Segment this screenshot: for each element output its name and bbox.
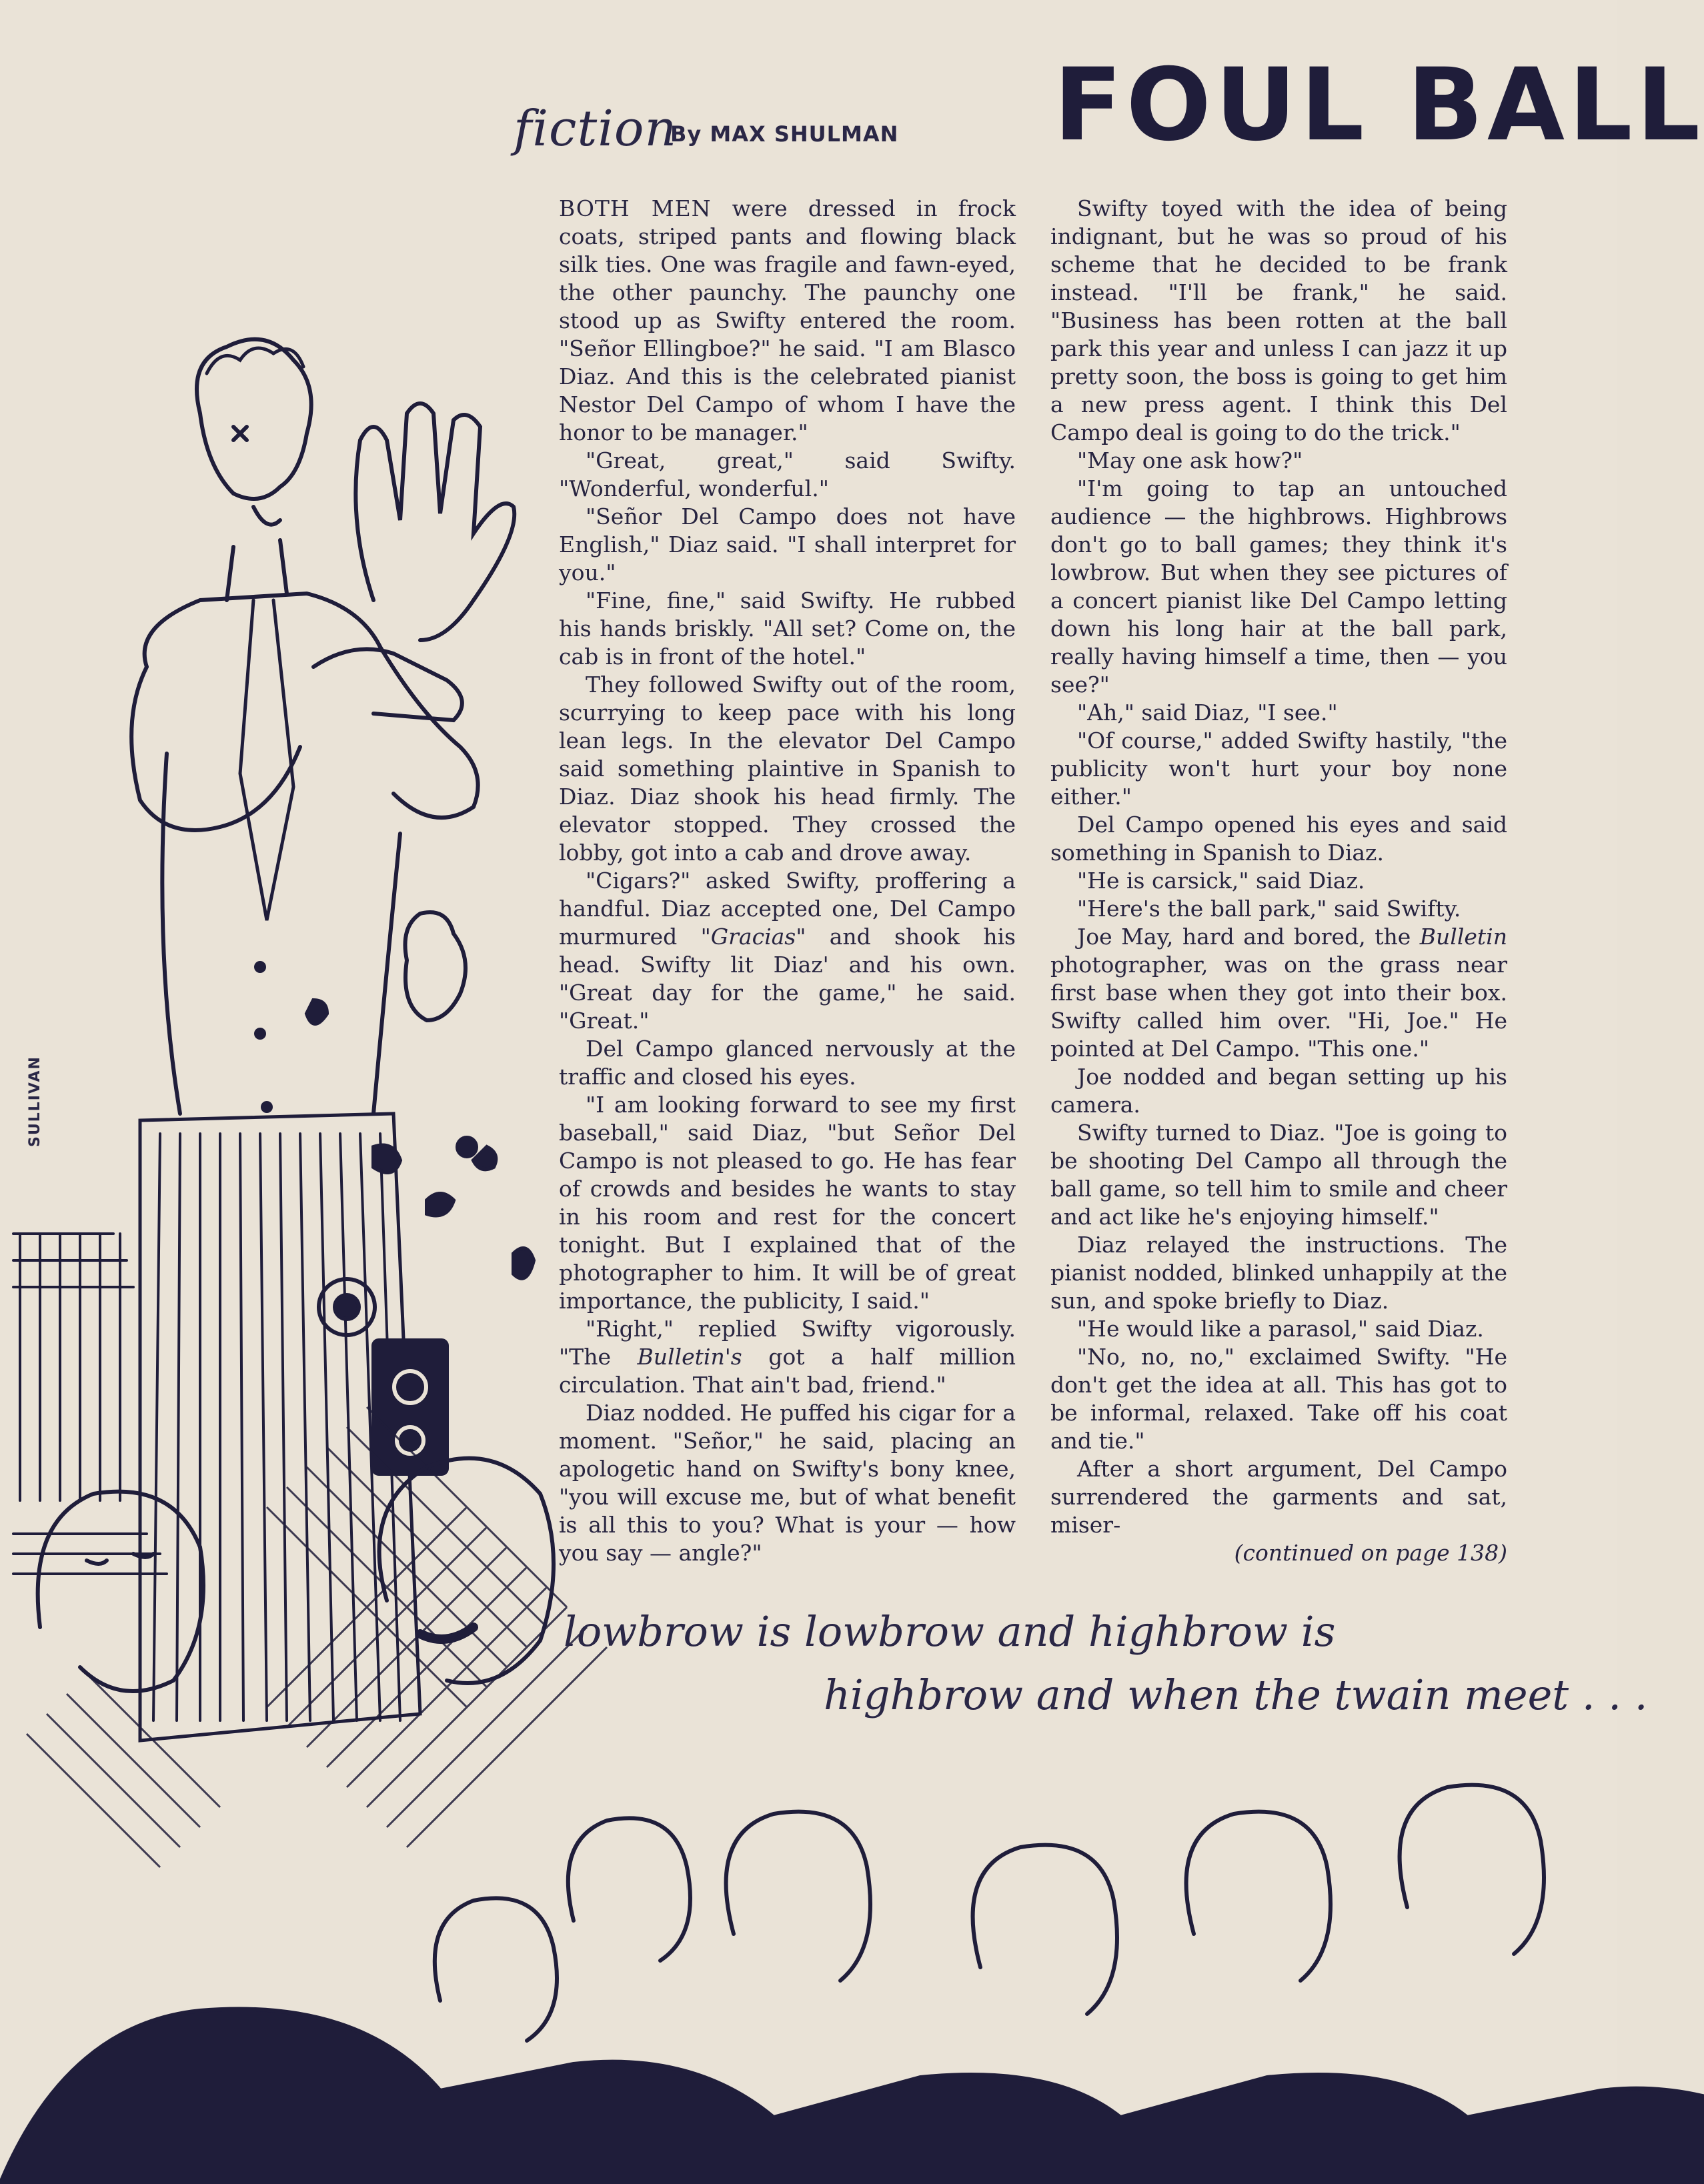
- paragraph: [559, 1315, 1016, 1399]
- paragraph: After a short argument, Del Campo surrendered the garments and sat, miser-: [1050, 1456, 1507, 1538]
- stadium-drawing: [13, 1234, 167, 1574]
- continued-note: (continued on page 138): [1234, 1540, 1507, 1566]
- paragraph: "He is carsick," said Diaz.: [1077, 868, 1365, 894]
- section-kicker: fiction: [514, 100, 678, 157]
- paragraph-text: photographer, was on the grass near first base when they got into their box. Swifty called him over. "Hi, Joe." He pointed at Del Campo. "This one.": [1050, 952, 1507, 1062]
- paragraph: "I am looking forward to see my first baseball," said Diaz, "but Señor Del Campo is not pleased to go. He has fear of crowds and besides he wants to stay in his room and rest for the concert tonight. But I explained that of the photographer to him. It will be of great importance, the publicity, I said.": [559, 1092, 1016, 1314]
- tagline-line-2: highbrow and when the twain meet . . .: [824, 1671, 1648, 1719]
- paragraph: Diaz nodded. He puffed his cigar for a moment. "Señor," he said, placing an apologetic hand on Swifty's bony knee, "you will excuse me, but of what benefit is all this to you? What is your — how you say — angle?": [559, 1400, 1016, 1566]
- paragraph-text: were dressed in frock coats, striped pants and flowing black silk ties. One was fragile and fawn-eyed, the other paunchy. The paunchy one stood up as Swifty entered the room. "Señor Ellingboe?" he said. "I am Blasco Diaz. And this is the celebrated pianist Nestor Del Campo of whom I have the honor to be manager.": [559, 195, 1016, 445]
- article-column-left: [559, 195, 1016, 1567]
- paragraph: [1050, 923, 1507, 1063]
- paragraph: "Señor Del Campo does not have English," Diaz said. "I shall interpret for you.": [559, 503, 1016, 586]
- paragraph: "Of course," added Swifty hastily, "the publicity won't hurt your boy none either.": [1050, 728, 1507, 810]
- paragraph: Swifty toyed with the idea of being indignant, but he was so proud of his scheme that he decided to be frank instead. "I'll be frank," he said. "Business has been rotten at the ball park this year and unless I can jazz it up pretty soon, the boss is going to get him a new press agent. I think this Del Campo deal is going to do the trick.": [1050, 195, 1507, 445]
- lead-in: BOTH MEN: [559, 195, 712, 221]
- paragraph: "May one ask how?": [1077, 447, 1303, 473]
- paragraph: Del Campo glanced nervously at the traffic and closed his eyes.: [559, 1036, 1016, 1090]
- paragraph: [559, 867, 1016, 1035]
- paragraph: Joe nodded and began setting up his camera.: [1050, 1064, 1507, 1118]
- paragraph: "No, no, no," exclaimed Swifty. "He don't get the idea at all. This has got to be informal, relaxed. Take off his coat and tie.": [1050, 1344, 1507, 1454]
- paragraph: "Fine, fine," said Swifty. He rubbed his hands briskly. "All set? Come on, the cab is in front of the hotel.": [559, 588, 1016, 670]
- article-column-right: [1050, 195, 1507, 1567]
- camera-drawing: [319, 1279, 447, 1474]
- author-byline: By MAX SHULMAN: [670, 121, 899, 147]
- paragraph: "Ah," said Diaz, "I see.": [1077, 700, 1338, 726]
- paragraph-text: and shook his head. Swifty lit Diaz' and his own. "Great day for the game," he said. "Great.": [559, 924, 1016, 1034]
- paragraph-text: got a half million circulation. That ain't bad, friend.": [559, 1344, 1016, 1398]
- tagline-line-1: lowbrow is lowbrow and highbrow is: [564, 1607, 1336, 1656]
- paragraph: They followed Swifty out of the room, scurrying to keep pace with his long lean legs. In the elevator Del Campo said something plaintive in Spanish to Diaz. Diaz shook his head firmly. The elevator stopped. They crossed the lobby, got into a cab and drove away.: [559, 672, 1016, 866]
- paragraph: "I'm going to tap an untouched audience — the highbrows. Highbrows don't go to ball games; they think it's lowbrow. But when they see pictures of a concert pianist like Del Campo letting down his long hair at the ball park, really having himself a time, then — you see?": [1050, 475, 1507, 698]
- italic-text: Bulletin: [1419, 924, 1507, 950]
- tall-man-figure: [131, 339, 514, 1741]
- illustrator-credit: SULLIVAN: [27, 1056, 43, 1147]
- paragraph-text: Joe May, hard and bored, the: [1077, 924, 1420, 950]
- paragraph-text: "Right," replied Swifty vigorously. "The: [559, 1316, 1016, 1370]
- paragraph: Swifty turned to Diaz. "Joe is going to be shooting Del Campo all through the ball game, so tell him to smile and cheer and act like he's enjoying himself.": [1050, 1120, 1507, 1230]
- paragraph: Diaz relayed the instructions. The pianist nodded, blinked unhappily at the sun, and spoke briefly to Diaz.: [1050, 1232, 1507, 1314]
- italic-text: Bulletin's: [637, 1344, 742, 1370]
- paragraph: [559, 195, 1016, 447]
- italic-text: "Gracias": [700, 924, 806, 950]
- paragraph-text: "Cigars?" asked Swifty, proffering a handful. Diaz accepted one, Del Campo murmured: [559, 868, 1016, 950]
- paragraph: "Here's the ball park," said Swifty.: [1077, 896, 1461, 922]
- paragraph: "He would like a parasol," said Diaz.: [1077, 1316, 1484, 1342]
- paragraph: "Great, great," said Swifty. "Wonderful, wonderful.": [559, 447, 1016, 501]
- paragraph: Del Campo opened his eyes and said something in Spanish to Diaz.: [1050, 812, 1507, 866]
- article-title: FOUL BALL: [1054, 47, 1704, 163]
- falling-objects: [307, 912, 534, 1278]
